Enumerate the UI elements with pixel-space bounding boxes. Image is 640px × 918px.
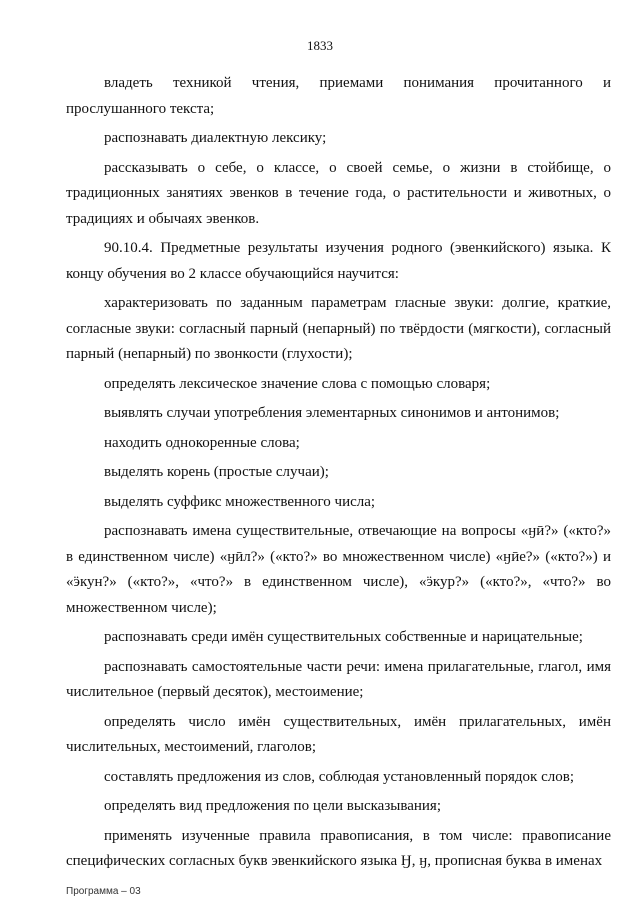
paragraph: владеть техникой чтения, приемами понимания прочитанного и прослушанного текста; — [66, 75, 611, 117]
paragraph: составлять предложения из слов, соблюдая установленный порядок слов; — [104, 768, 574, 785]
paragraph: выделять корень (простые случаи); — [104, 464, 329, 480]
paragraph: выявлять случаи употребления элементарных синонимов и антонимов; — [104, 405, 560, 421]
paragraph: распознавать диалектную лексику; — [104, 130, 327, 146]
paragraph: распознавать самостоятельные части речи: имена прилагательные, глагол, имя числительное (первый десяток), местоимение; — [66, 658, 611, 700]
page-number: 1833 — [307, 38, 333, 53]
paragraph: находить однокоренные слова; — [104, 434, 300, 451]
footer-label: Программа – 03 — [66, 886, 141, 897]
document-body — [66, 71, 611, 875]
paragraph: определять число имён существительных, имён прилагательных, имён числительных, местоимений, глаголов; — [66, 713, 611, 755]
paragraph: рассказывать о себе, о классе, о своей семье, о жизни в стойбище, о традиционных занятиях эвенков в течение года, о растительности и животных, о традициях и обычаях эвенков. — [66, 159, 611, 227]
paragraph: выделять суффикс множественного числа; — [104, 493, 376, 510]
paragraph: определять вид предложения по цели высказывания; — [104, 798, 441, 814]
paragraph: применять изученные правила правописания, в том числе: правописание специфических согласных букв эвенкийского языка Ӈ, ӈ, прописная буква в именах — [66, 827, 611, 869]
paragraph: распознавать имена существительные, отвечающие на вопросы «ӈӣ?» («кто?» в единственном числе) «ӈӣл?» («кто?» во множественном числе) «ӈӣе?» («кто?») и «ӭкун?» («кто?», «что?» в единственном числе), «ӭкур?» («кто?», «что?» во множественном числе); — [66, 523, 611, 616]
section-heading-paragraph: 90.10.4. Предметные результаты изучения родного (эвенкийского) языка. К концу обучения во 2 классе обучающийся научится: — [66, 240, 611, 282]
paragraph: определять лексическое значение слова с помощью словаря; — [104, 375, 491, 392]
paragraph: характеризовать по заданным параметрам гласные звуки: долгие, краткие, согласные звуки: согласный парный (непарный) по твёрдости (мягкости), согласный парный (непарный) по звонкости (глухости); — [66, 295, 611, 362]
paragraph: распознавать среди имён существительных собственные и нарицательные; — [104, 629, 583, 645]
